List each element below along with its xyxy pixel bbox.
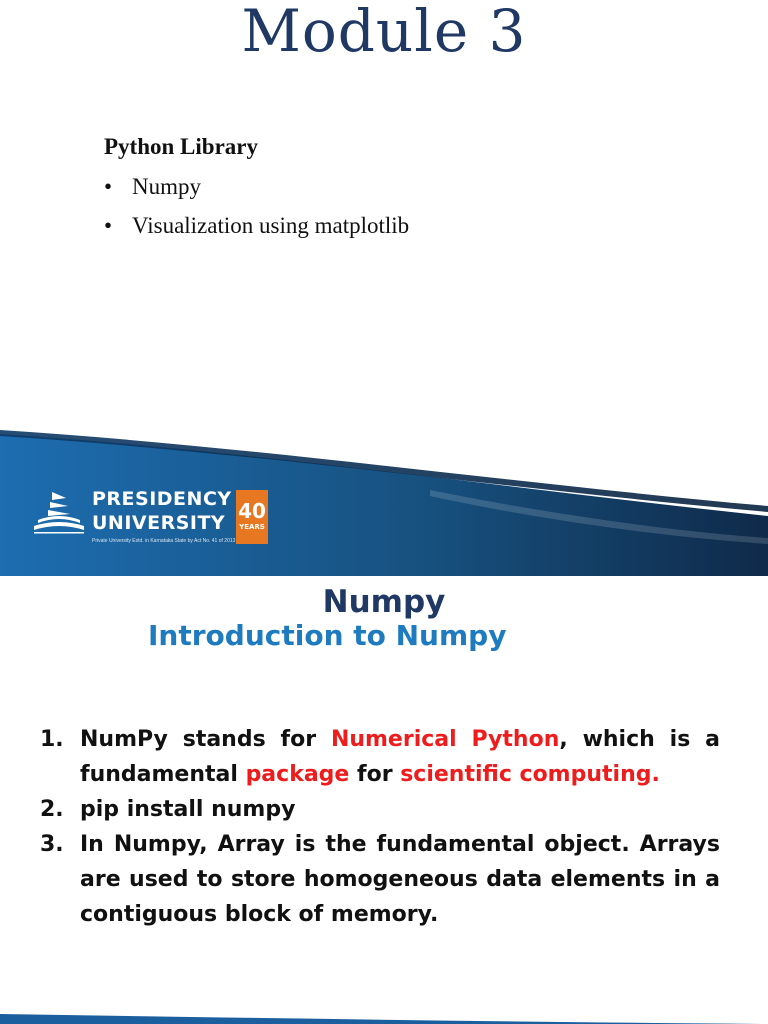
section-heading: Python Library (104, 134, 258, 159)
list-item (40, 827, 720, 932)
list-item-text: NumPy stands for Numerical Python, which is a fundamental package for scientific computing. (80, 727, 720, 787)
presidency-university-logo (30, 486, 280, 552)
list-number: 2. (40, 797, 64, 822)
footer-banner-edge (0, 1008, 768, 1024)
list-item-text: pip install numpy (80, 797, 296, 822)
list-number: 3. (40, 832, 64, 857)
numbered-list (40, 722, 720, 932)
slide-numpy-intro (0, 576, 768, 1024)
slide-title: Module 3 (241, 0, 527, 65)
slide-subtitle: Introduction to Numpy (148, 619, 507, 652)
topic-list (104, 172, 409, 250)
list-item (40, 792, 720, 827)
list-item-text: Numpy (132, 174, 201, 199)
logo-tagline: Private University Estd. in Karnataka State by Act No. 41 of 2013 (92, 538, 236, 544)
years-word: YEARS (239, 523, 265, 531)
list-item (104, 172, 409, 211)
logo-line-1: PRESIDENCY (92, 488, 232, 510)
years-number: 40 (238, 499, 266, 523)
highlight-text: Numerical Python (330, 727, 560, 752)
list-item-text: In Numpy, Array is the fundamental object. Arrays are used to store homogeneous data elements in a contiguous block of memory. (80, 832, 720, 927)
highlight-text: scientific computing. (400, 762, 660, 787)
logo-line-2: UNIVERSITY (92, 512, 226, 534)
list-item-text: Visualization using matplotlib (132, 213, 410, 238)
40-years-badge (236, 490, 268, 544)
bullet-icon: • (104, 213, 113, 238)
bullet-icon: • (104, 174, 113, 199)
highlight-text: package (245, 762, 350, 787)
list-number: 1. (40, 727, 64, 752)
list-item (40, 722, 720, 792)
book-emblem-icon (30, 488, 88, 536)
slide-title: Numpy (322, 584, 446, 620)
list-item (104, 211, 409, 250)
